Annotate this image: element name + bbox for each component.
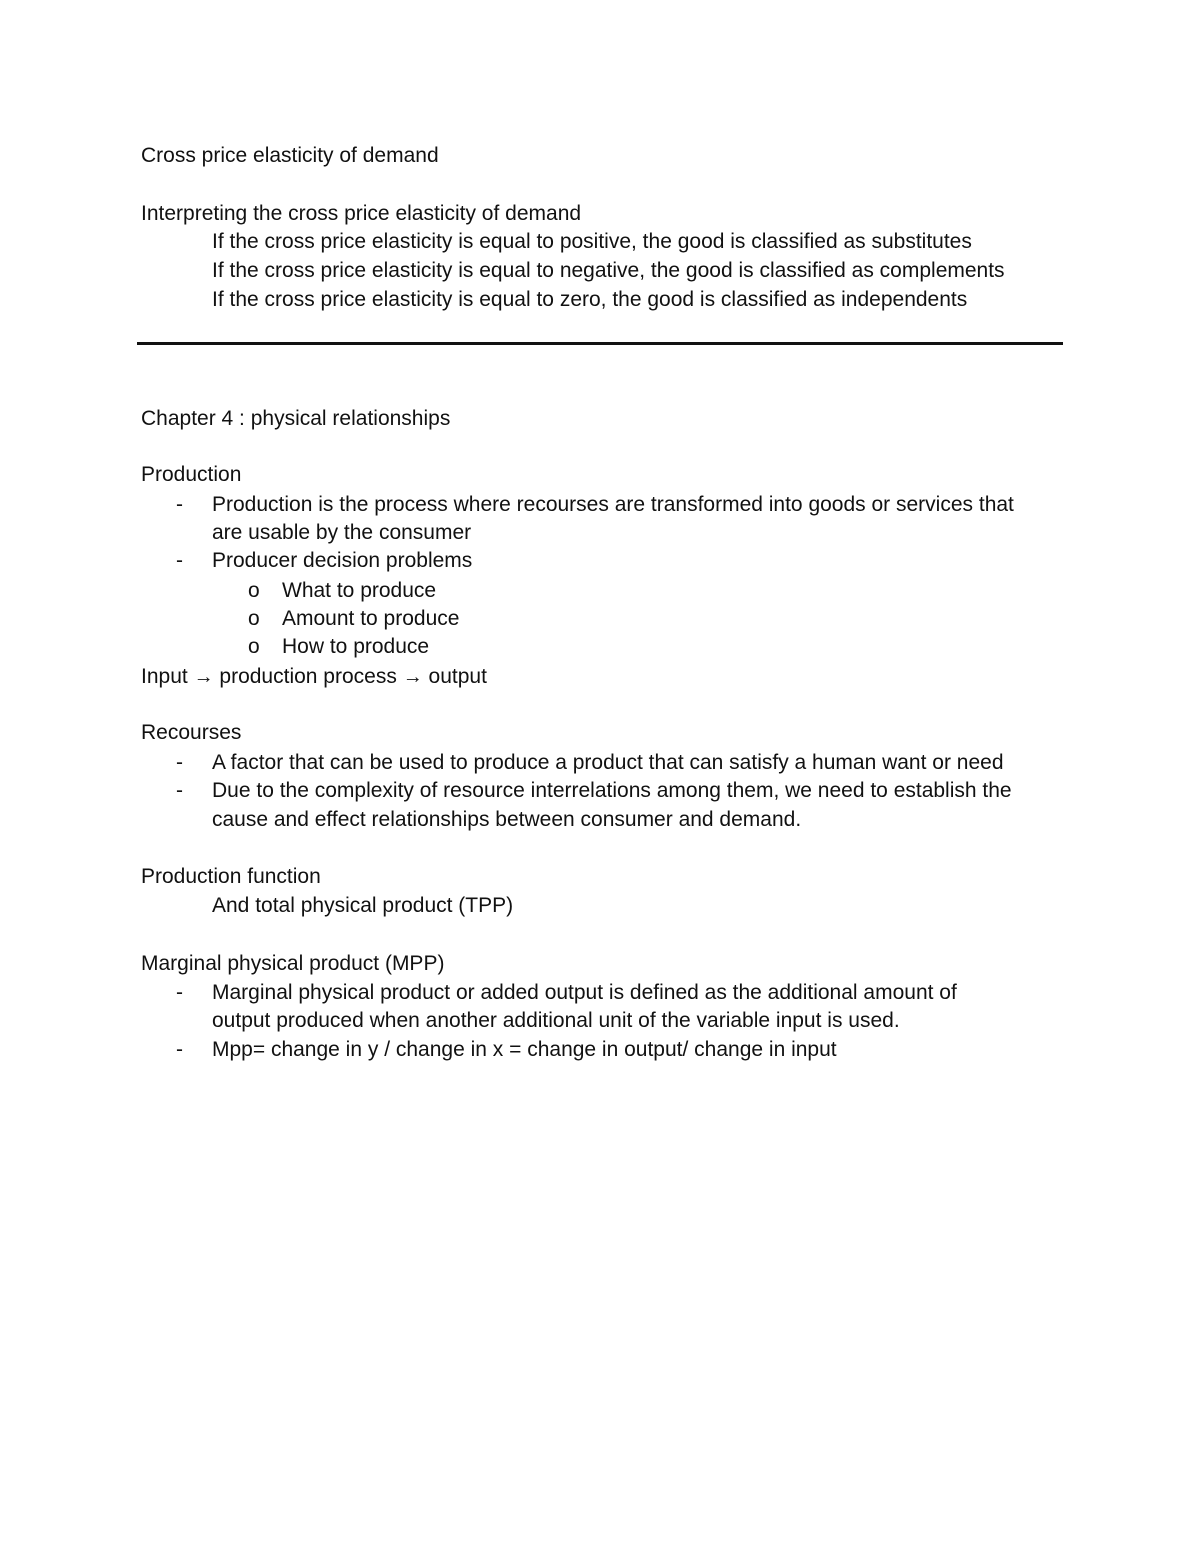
sub-item-how: How to produce bbox=[282, 635, 430, 658]
production-flow bbox=[141, 663, 487, 691]
rule-negative: If the cross price elasticity is equal to negative, the good is classified as complements bbox=[212, 259, 1005, 282]
recourses-heading: Recourses bbox=[141, 721, 242, 744]
right-arrow-icon: → bbox=[193, 666, 214, 688]
dash-bullet: - bbox=[176, 1038, 183, 1061]
horizontal-divider bbox=[137, 342, 1063, 345]
sub-item-amount: Amount to produce bbox=[282, 607, 460, 630]
section-subheading: Interpreting the cross price elasticity of demand bbox=[141, 202, 582, 225]
production-bullet-1-line-1: Production is the process where recourses are transformed into goods or services that bbox=[212, 493, 1014, 516]
dash-bullet: - bbox=[176, 549, 183, 572]
circle-bullet: o bbox=[248, 607, 260, 630]
mpp-bullet-1-line-2: output produced when another additional unit of the variable input is used. bbox=[212, 1009, 900, 1032]
production-function-heading: Production function bbox=[141, 865, 321, 888]
circle-bullet: o bbox=[248, 579, 260, 602]
recourses-bullet-2-line-1: Due to the complexity of resource interrelations among them, we need to establish the bbox=[212, 779, 1012, 802]
chapter-title: Chapter 4 : physical relationships bbox=[141, 407, 451, 430]
dash-bullet: - bbox=[176, 493, 183, 516]
production-bullet-2: Producer decision problems bbox=[212, 549, 473, 572]
mpp-bullet-1-line-1: Marginal physical product or added output is defined as the additional amount of bbox=[212, 981, 957, 1004]
circle-bullet: o bbox=[248, 635, 260, 658]
production-function-line: And total physical product (TPP) bbox=[212, 894, 514, 917]
right-arrow-icon: → bbox=[402, 666, 423, 688]
flow-output: output bbox=[428, 665, 487, 688]
mpp-bullet-2: Mpp= change in y / change in x = change in output/ change in input bbox=[212, 1038, 837, 1061]
dash-bullet: - bbox=[176, 981, 183, 1004]
production-bullet-1-line-2: are usable by the consumer bbox=[212, 521, 472, 544]
dash-bullet: - bbox=[176, 751, 183, 774]
production-heading: Production bbox=[141, 463, 242, 486]
recourses-bullet-1: A factor that can be used to produce a product that can satisfy a human want or need bbox=[212, 751, 1004, 774]
flow-process: production process bbox=[219, 665, 397, 688]
rule-zero: If the cross price elasticity is equal to zero, the good is classified as independents bbox=[212, 288, 968, 311]
dash-bullet: - bbox=[176, 779, 183, 802]
section-title: Cross price elasticity of demand bbox=[141, 144, 439, 167]
sub-item-what: What to produce bbox=[282, 579, 437, 602]
flow-input: Input bbox=[141, 665, 188, 688]
recourses-bullet-2-line-2: cause and effect relationships between consumer and demand. bbox=[212, 808, 802, 831]
mpp-heading: Marginal physical product (MPP) bbox=[141, 952, 445, 975]
rule-positive: If the cross price elasticity is equal to positive, the good is classified as substitutes bbox=[212, 230, 972, 253]
